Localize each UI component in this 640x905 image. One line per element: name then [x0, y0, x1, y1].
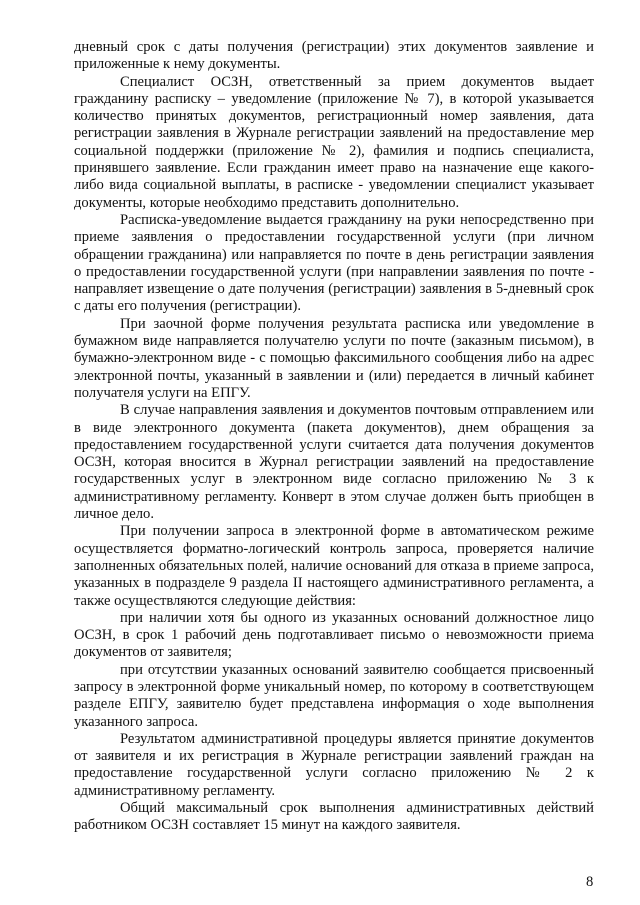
paragraph-receipt-delivery: Расписка-уведомление выдается гражданину на руки непосредственно при приеме заявления о предоставлении государственной услуги (при личном обращении гражданина) или направляется по почте в день регистрации заявления о предоставлении государственной услуги (при направлении заявления по почте - направляет извещение о дате получения (регистрации) заявления в 5-дневный срок с даты его получения (регистрации). [74, 211, 594, 315]
document-body [74, 39, 594, 835]
paragraph-max-duration: Общий максимальный срок выполнения административных действий работником ОСЗН составляет 15 минут на каждого заявителя. [74, 800, 594, 834]
paragraph-refusal-grounds: при наличии хотя бы одного из указанных оснований должностное лицо ОСЗН, в срок 1 рабочий день подготавливает письмо о невозможности приема документов от заявителя; [74, 609, 594, 661]
paragraph-receipt-issuance: Специалист ОСЗН, ответственный за прием документов выдает гражданину расписку – уведомление (приложение № 7), в которой указывается количество принятых документов, регистрационный номер заявления, дата регистрации заявления в Журнале регистрации заявлений на предоставление мер социальной поддержки (приложение № 2), фамилия и подпись специалиста, принявшего заявление. Если гражданин имеет право на назначение еще какого-либо вида социальной выплаты, в расписке - уведомлении специалист указывает документы, которые необходимо представить дополнительно. [74, 73, 594, 211]
page-number: 8 [586, 874, 594, 890]
paragraph-procedure-result: Результатом административной процедуры является принятие документов от заявителя и их регистрация в Журнале регистрации заявлений граждан на предоставление государственной услуги согласно приложению № 2 к административному регламенту. [74, 730, 594, 799]
paragraph-electronic-request: При получении запроса в электронной форме в автоматическом режиме осуществляется форматно-логический контроль запроса, проверяется наличие заполненных обязательных полей, наличие оснований для отказа в приеме запроса, указанных в подразделе 9 раздела II настоящего административного регламента, а также осуществляются следующие действия: [74, 523, 594, 609]
paragraph-continuation: дневный срок с даты получения (регистрации) этих документов заявление и приложенные к нему документы. [74, 39, 594, 73]
paragraph-no-refusal-grounds: при отсутствии указанных оснований заявителю сообщается присвоенный запросу в электронной форме уникальный номер, по которому в соответствующем разделе ЕПГУ, заявителю будет представлена информация о ходе выполнения указанного запроса. [74, 661, 594, 730]
paragraph-remote-result: При заочной форме получения результата расписка или уведомление в бумажном виде направляется получателю услуги по почте (заказным письмом), в бумажно-электронном виде - с помощью факсимильного сообщения либо на адрес электронной почты, указанный в заявлении и (или) передается в личный кабинет получателя услуги на ЕПГУ. [74, 315, 594, 401]
paragraph-postal-submission: В случае направления заявления и документов почтовым отправлением или в виде электронного документа (пакета документов), днем обращения за предоставлением государственной услуги считается дата получения документов ОСЗН, которая вносится в Журнал регистрации заявлений на предоставление государственных услуг в электронном виде согласно приложению № 3 к административному регламенту. Конверт в этом случае должен быть приобщен в личное дело. [74, 402, 594, 523]
